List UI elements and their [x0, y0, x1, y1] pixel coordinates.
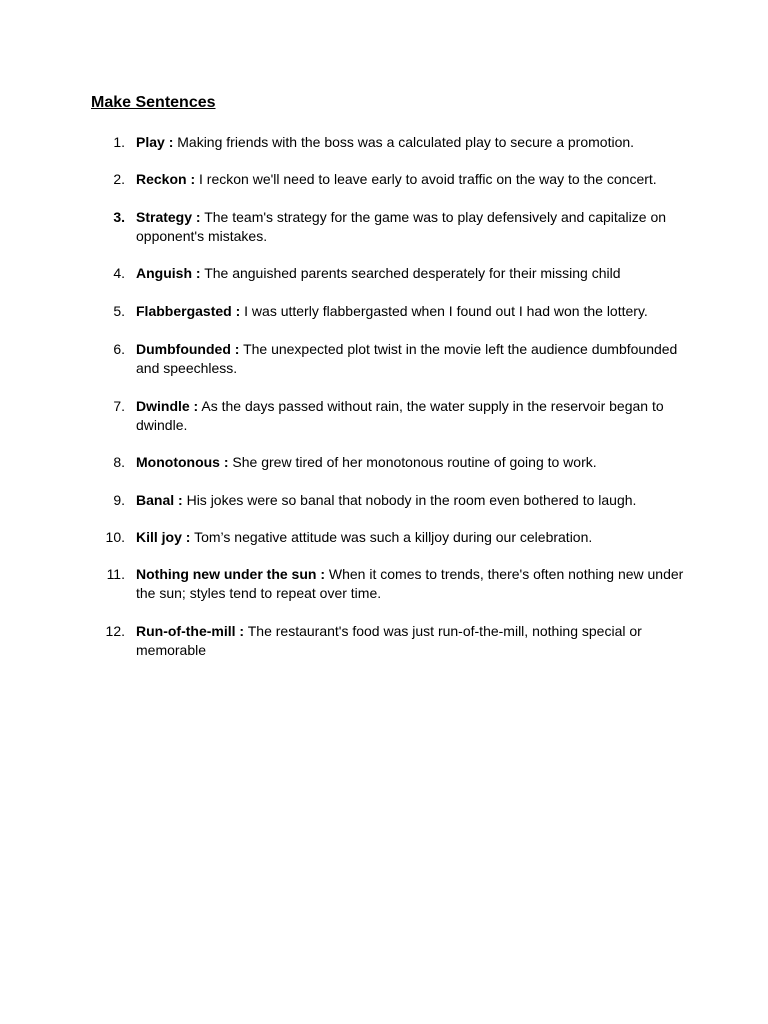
- item-body: [136, 302, 696, 321]
- item-term: Anguish :: [136, 265, 201, 281]
- item-number: 11.: [106, 566, 125, 582]
- item-body: [136, 565, 696, 603]
- item-body: [136, 453, 696, 472]
- item-term: Kill joy :: [136, 529, 191, 545]
- item-number: 12.: [105, 623, 125, 639]
- item-sentence: The restaurant's food was just run-of-the-mill, nothing special or memorable: [136, 623, 642, 658]
- item-number: 3.: [113, 209, 125, 225]
- item-term: Reckon :: [136, 171, 196, 187]
- item-body: [136, 340, 696, 378]
- item-term: Flabbergasted :: [136, 303, 241, 319]
- item-sentence: The unexpected plot twist in the movie left the audience dumbfounded and speechless.: [136, 341, 678, 376]
- item-term: Dumbfounded :: [136, 341, 240, 357]
- page-title: Make Sentences: [91, 94, 216, 111]
- item-sentence: Making friends with the boss was a calculated play to secure a promotion.: [177, 134, 635, 150]
- item-number: 4.: [113, 265, 125, 281]
- item-body: [136, 397, 696, 435]
- item-term: Dwindle :: [136, 398, 199, 414]
- item-body: [136, 528, 696, 547]
- item-number: 7.: [113, 398, 125, 414]
- item-term: Banal :: [136, 492, 183, 508]
- item-number: 5.: [113, 303, 125, 319]
- item-term: Strategy :: [136, 209, 201, 225]
- item-number: 8.: [113, 454, 125, 470]
- item-sentence: Tom’s negative attitude was such a killjoy during our celebration.: [194, 529, 593, 545]
- item-sentence: The anguished parents searched desperately for their missing child: [204, 265, 621, 281]
- item-sentence: I reckon we'll need to leave early to avoid traffic on the way to the concert.: [199, 171, 657, 187]
- item-sentence: His jokes were so banal that nobody in the room even bothered to laugh.: [186, 492, 637, 508]
- item-term: Monotonous :: [136, 454, 229, 470]
- item-body: [136, 208, 696, 246]
- item-body: [136, 622, 696, 660]
- item-sentence: I was utterly flabbergasted when I found out I had won the lottery.: [244, 303, 648, 319]
- item-number: 1.: [113, 134, 125, 150]
- item-term: Nothing new under the sun :: [136, 566, 325, 582]
- item-number: 2.: [113, 171, 125, 187]
- item-body: [136, 264, 696, 283]
- item-body: [136, 133, 696, 152]
- item-term: Play :: [136, 134, 174, 150]
- item-sentence: The team's strategy for the game was to play defensively and capitalize on opponent's mistakes.: [136, 209, 667, 244]
- item-number: 9.: [113, 492, 125, 508]
- item-body: [136, 491, 696, 510]
- item-body: [136, 170, 696, 189]
- item-term: Run-of-the-mill :: [136, 623, 245, 639]
- item-sentence: She grew tired of her monotonous routine of going to work.: [232, 454, 597, 470]
- item-number: 10.: [105, 529, 125, 545]
- item-number: 6.: [113, 341, 125, 357]
- item-sentence: As the days passed without rain, the water supply in the reservoir began to dwindle.: [136, 398, 664, 433]
- item-sentence: When it comes to trends, there's often nothing new under the sun; styles tend to repeat over time.: [136, 566, 684, 601]
